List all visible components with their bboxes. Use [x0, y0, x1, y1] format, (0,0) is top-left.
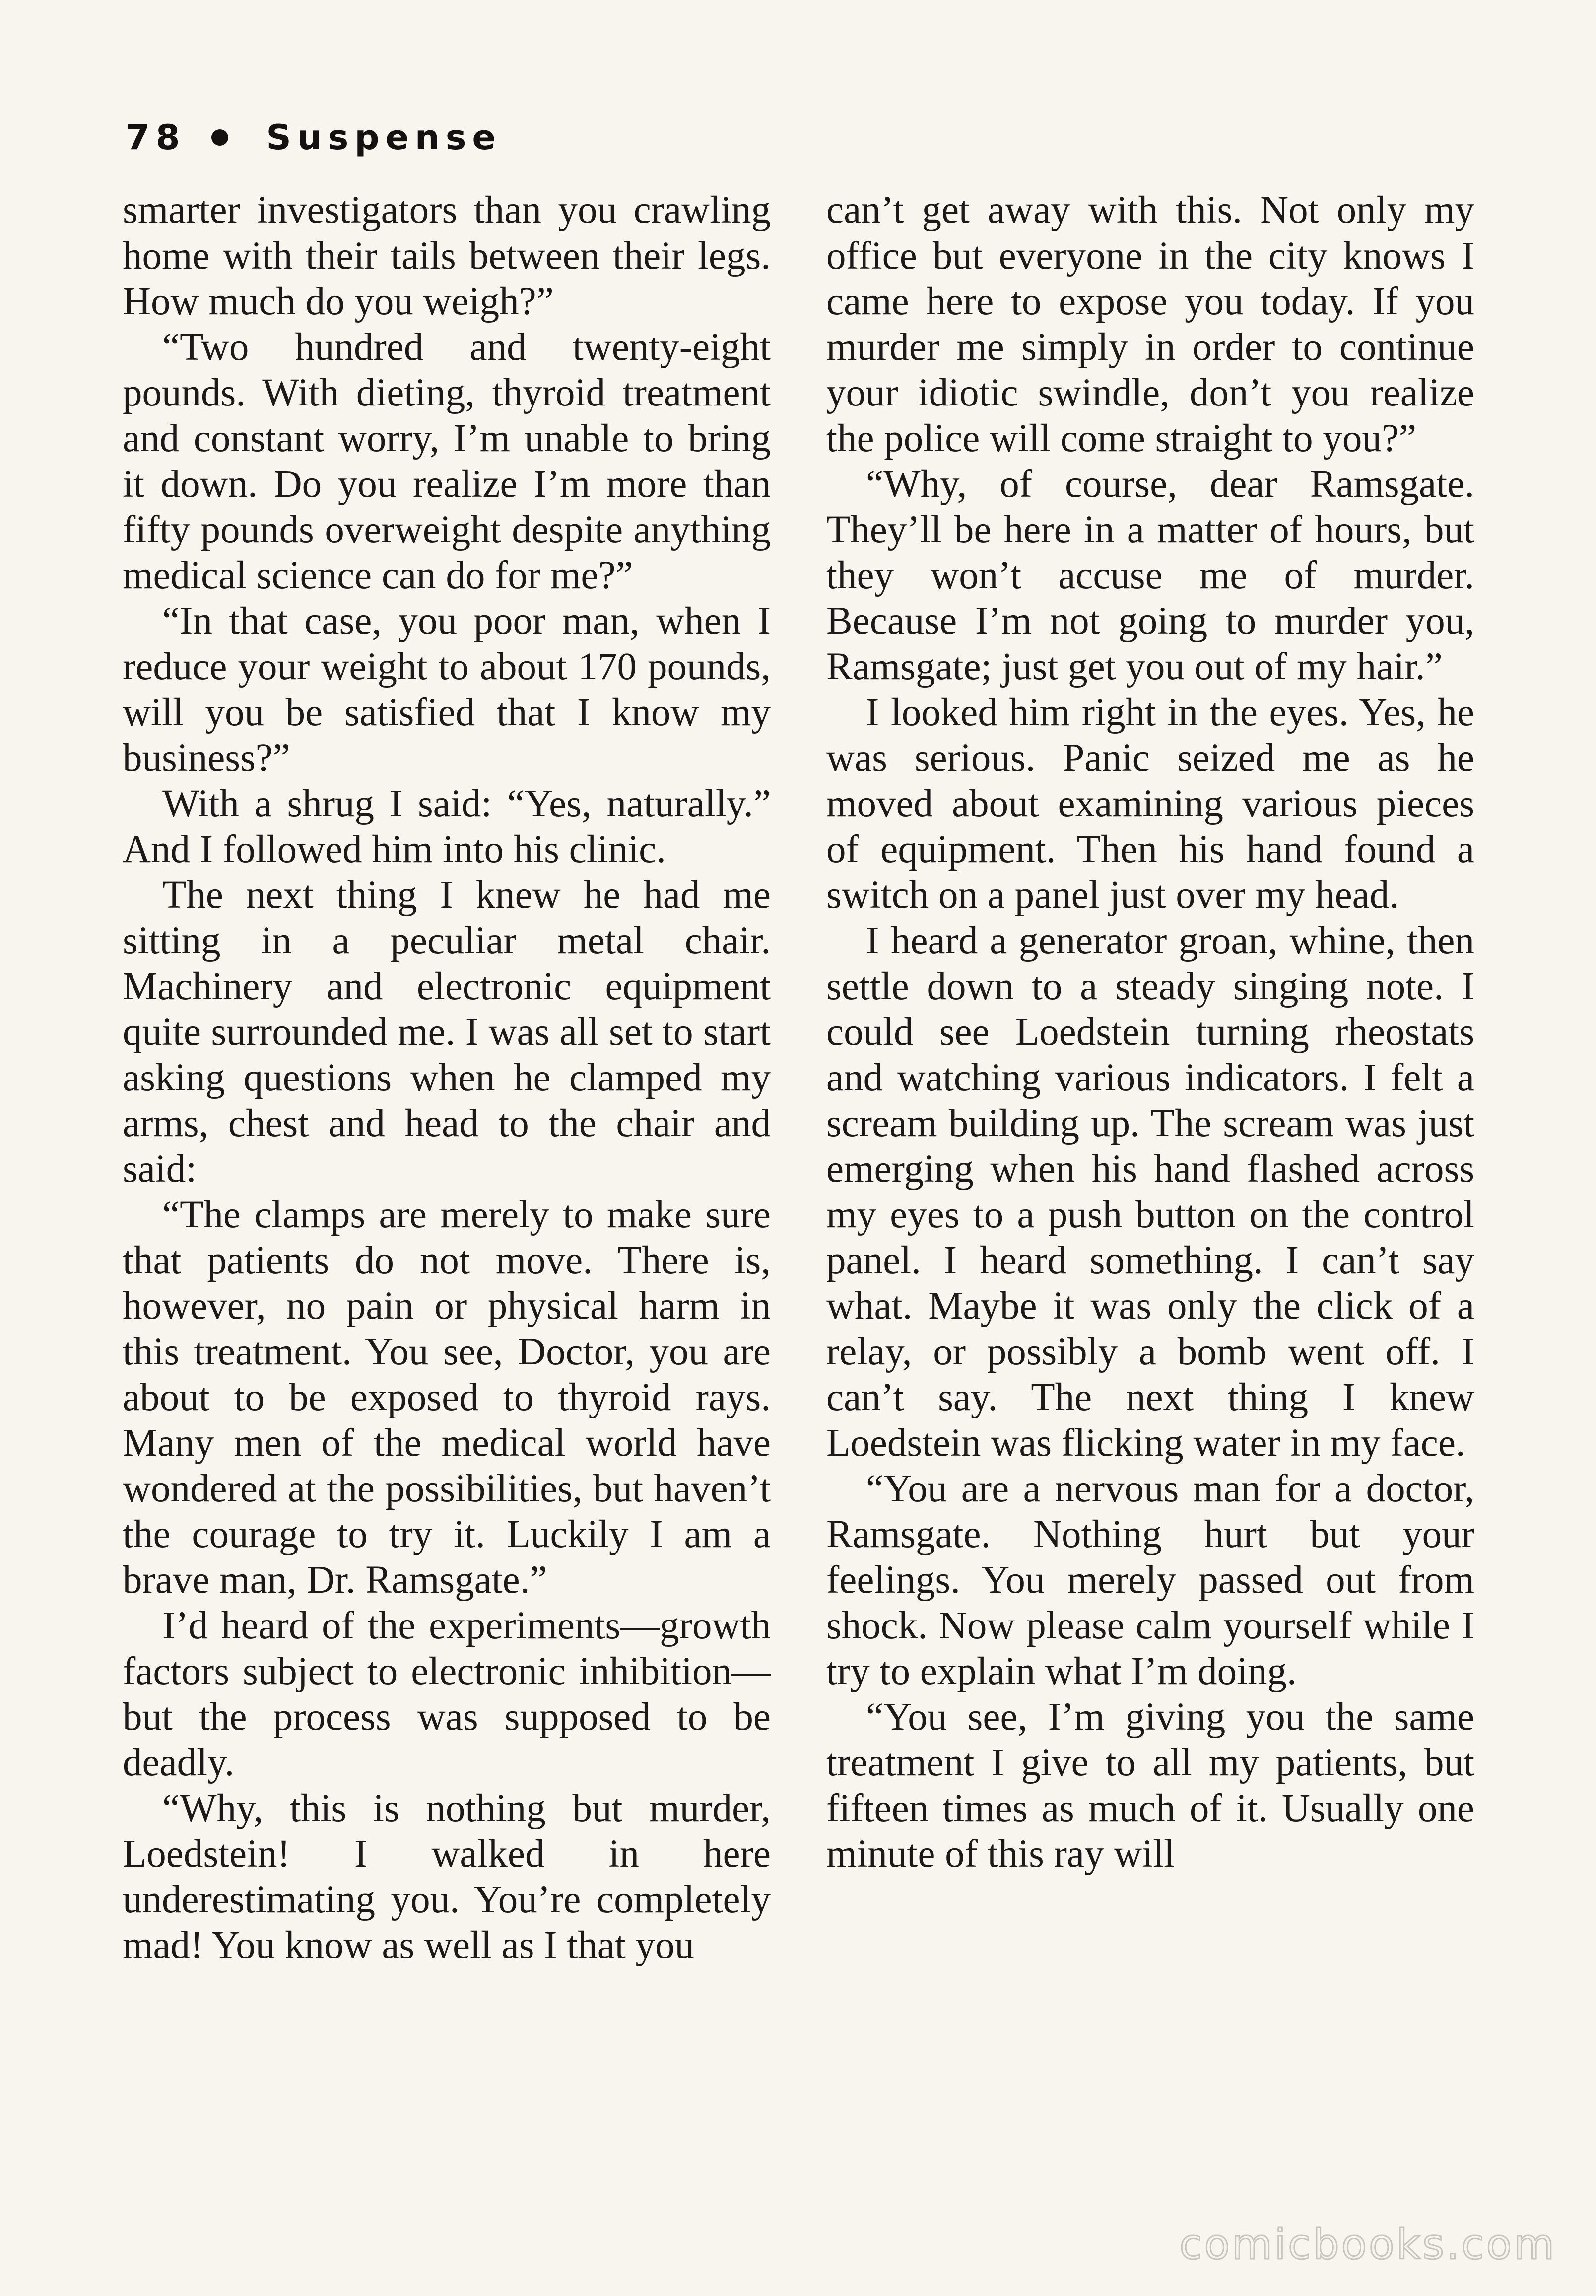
paragraph: The next thing I knew he had me sitting in a peculiar metal chair. Machinery and electronic equipment quite surrounded me. I was all set to start asking questions when he clamped my arms, chest and head to the chair and said: [123, 874, 771, 1191]
paragraph: smarter investigators than you crawling home with their tails between their legs. How much do you weigh?” [123, 189, 771, 323]
paragraph: “Why, of course, dear Ramsgate. They’ll be here in a matter of hours, but they won’t accuse me of murder. Because I’m not going to murder you, Ramsgate; just get you out of my hair.” [826, 463, 1474, 688]
paragraph: “Two hundred and twenty-eight pounds. With dieting, thyroid treatment and constant worry, I’m unable to bring it down. Do you realize I’m more than fifty pounds overweight despite anything medical science can do for me?” [123, 326, 771, 597]
paragraph: I’d heard of the experiments—growth factors subject to electronic inhibition—but the process was supposed to be deadly. [123, 1604, 771, 1784]
paragraph: I heard a generator groan, whine, then settle down to a steady singing note. I could see Loedstein turning rheostats and watching various indicators. I felt a scream building up. The scream was just emerging when his hand flashed across my eyes to a push button on the control panel. I heard something. I can’t say what. Maybe it was only the click of a relay, or possibly a bomb went off. I can’t say. The next thing I knew Loedstein was flicking water in my face. [826, 919, 1474, 1465]
magazine-title: Suspense [266, 117, 502, 158]
watermark: comicbooks.com [1179, 2220, 1556, 2269]
paragraph: “You see, I’m giving you the same treatment I give to all my patients, but fifteen times as much of it. Usually one minute of this ray will [826, 1695, 1474, 1876]
bullet-separator-icon [211, 129, 228, 146]
paragraph: can’t get away with this. Not only my office but everyone in the city knows I came here to expose you today. If you murder me simply in order to continue your idiotic swindle, don’t you realize the police will come straight to you?” [826, 189, 1474, 460]
paragraph: “The clamps are merely to make sure that patients do not move. There is, however, no pain or physical harm in this treatment. You see, Doctor, you are about to be exposed to thyroid rays. Many men of the medical world have wondered at the possibilities, but haven’t the courage to try it. Luckily I am a brave man, Dr. Ramsgate.” [123, 1193, 771, 1602]
paragraph: “In that case, you poor man, when I reduce your weight to about 170 pounds, will you be satisfied that I know my business?” [123, 600, 771, 780]
paragraph: “You are a nervous man for a doctor, Ramsgate. Nothing hurt but your feelings. You merely passed out from shock. Now please calm yourself while I try to explain what I’m doing. [826, 1467, 1474, 1693]
running-header [126, 115, 502, 160]
paragraph: With a shrug I said: “Yes, naturally.” And I followed him into his clinic. [123, 782, 771, 871]
paragraph: I looked him right in the eyes. Yes, he was serious. Panic seized me as he moved about examining various pieces of equipment. Then his hand found a switch on a panel just over my head. [826, 691, 1474, 917]
left-column [123, 188, 771, 1968]
page-number: 78 [126, 117, 186, 158]
paragraph: “Why, this is nothing but murder, Loedstein! I walked in here underestimating you. You’re completely mad! You know as well as I that you [123, 1787, 771, 1967]
right-column [826, 188, 1474, 1877]
